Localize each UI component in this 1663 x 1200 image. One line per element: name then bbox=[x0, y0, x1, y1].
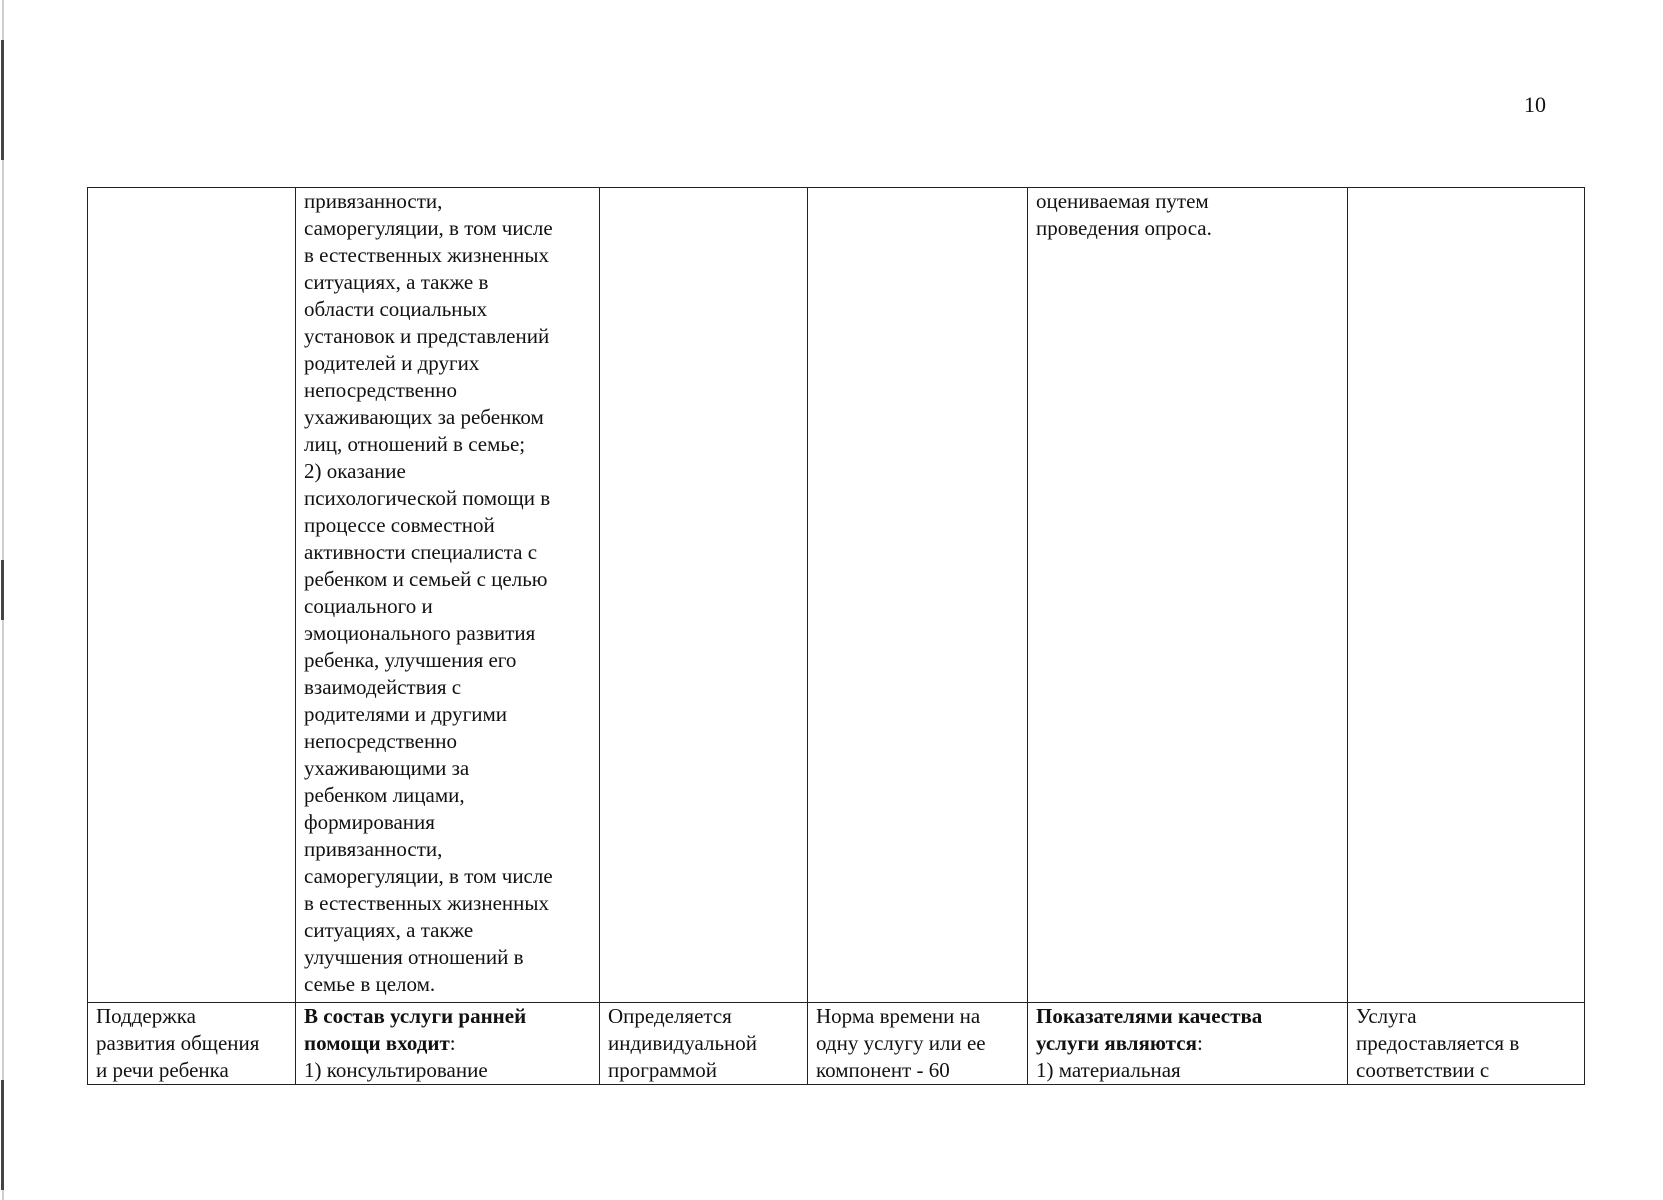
bold-heading-line: В состав услуги ранней bbox=[304, 1004, 527, 1028]
text-line: оцениваемая путем bbox=[1036, 189, 1209, 213]
page-number: 10 bbox=[1524, 92, 1546, 117]
text-line: ситуациях, а также bbox=[304, 918, 474, 942]
bold-heading-line: услуги являются bbox=[1036, 1031, 1197, 1055]
text-line: эмоционального развития bbox=[304, 621, 536, 645]
text-line: проведения опроса. bbox=[1036, 216, 1212, 240]
colon: : bbox=[449, 1031, 456, 1055]
cell-volume-empty bbox=[600, 188, 808, 1003]
bold-heading-line: помощи входит bbox=[304, 1031, 450, 1055]
text-line: непосредственно bbox=[304, 729, 457, 753]
text-line: семье в целом. bbox=[304, 972, 436, 996]
text-line: саморегуляции, в том числе bbox=[304, 864, 553, 888]
text-line: развития общения bbox=[96, 1031, 260, 1055]
text-line: ситуациях, а также в bbox=[304, 270, 489, 294]
text-line: привязанности, bbox=[304, 837, 443, 861]
text-line: и речи ребенка bbox=[96, 1058, 229, 1082]
cell-conditions bbox=[1348, 1003, 1585, 1085]
text-line: формирования bbox=[304, 810, 435, 834]
cell-conditions-empty bbox=[1348, 188, 1585, 1003]
text-line: ребенком и семьей с целью bbox=[304, 567, 548, 591]
text-line: саморегуляции, в том числе bbox=[304, 216, 553, 240]
text-line: одну услугу или ее bbox=[816, 1031, 986, 1055]
text-line: соответствии с bbox=[1356, 1058, 1490, 1082]
text-line: социального и bbox=[304, 594, 433, 618]
text-line: 1) консультирование bbox=[304, 1058, 488, 1082]
text-line: предоставляется в bbox=[1356, 1031, 1520, 1055]
text-line: компонент - 60 bbox=[816, 1058, 950, 1082]
scan-edge-mark bbox=[1, 40, 4, 160]
text-line: Определяется bbox=[608, 1004, 732, 1028]
cell-time-empty bbox=[808, 188, 1028, 1003]
text-line: индивидуальной bbox=[608, 1031, 757, 1055]
table-row-service bbox=[88, 1003, 1585, 1085]
text-line: ребенком лицами, bbox=[304, 783, 465, 807]
cell-service-content-continuation bbox=[296, 188, 600, 1003]
scan-edge-mark bbox=[1, 560, 4, 620]
text-line: привязанности, bbox=[304, 189, 443, 213]
text-line: взаимодействия с bbox=[304, 675, 462, 699]
cell-service-content bbox=[296, 1003, 600, 1085]
text-line: лиц, отношений в семье; bbox=[304, 432, 526, 456]
text-line: программой bbox=[608, 1058, 717, 1082]
text-line: области социальных bbox=[304, 297, 488, 321]
text-line: Услуга bbox=[1356, 1004, 1417, 1028]
text-line: ребенка, улучшения его bbox=[304, 648, 517, 672]
cell-service-name bbox=[88, 1003, 296, 1085]
text-line: Норма времени на bbox=[816, 1004, 981, 1028]
text-line: Поддержка bbox=[96, 1004, 196, 1028]
colon: : bbox=[1196, 1031, 1203, 1055]
cell-volume bbox=[600, 1003, 808, 1085]
cell-time-norm bbox=[808, 1003, 1028, 1085]
services-table bbox=[87, 187, 1585, 1085]
text-line: в естественных жизненных bbox=[304, 891, 549, 915]
text-line: ухаживающими за bbox=[304, 756, 470, 780]
cell-quality-continuation bbox=[1028, 188, 1348, 1003]
text-line: установок и представлений bbox=[304, 324, 550, 348]
text-line: психологической помощи в bbox=[304, 486, 551, 510]
table-row-continuation bbox=[88, 188, 1585, 1003]
text-line: 1) материальная bbox=[1036, 1058, 1181, 1082]
text-line: непосредственно bbox=[304, 378, 457, 402]
text-line: родителями и другими bbox=[304, 702, 508, 726]
text-line: родителей и других bbox=[304, 351, 480, 375]
text-line: в естественных жизненных bbox=[304, 243, 549, 267]
text-line: активности специалиста с bbox=[304, 540, 538, 564]
text-line: улучшения отношений в bbox=[304, 945, 524, 969]
text-line: ухаживающих за ребенком bbox=[304, 405, 544, 429]
text-line: процессе совместной bbox=[304, 513, 495, 537]
text-line: 2) оказание bbox=[304, 459, 406, 483]
cell-service-name-empty bbox=[88, 188, 296, 1003]
scan-edge-mark bbox=[1, 1080, 4, 1190]
bold-heading-line: Показателями качества bbox=[1036, 1004, 1263, 1028]
cell-quality bbox=[1028, 1003, 1348, 1085]
